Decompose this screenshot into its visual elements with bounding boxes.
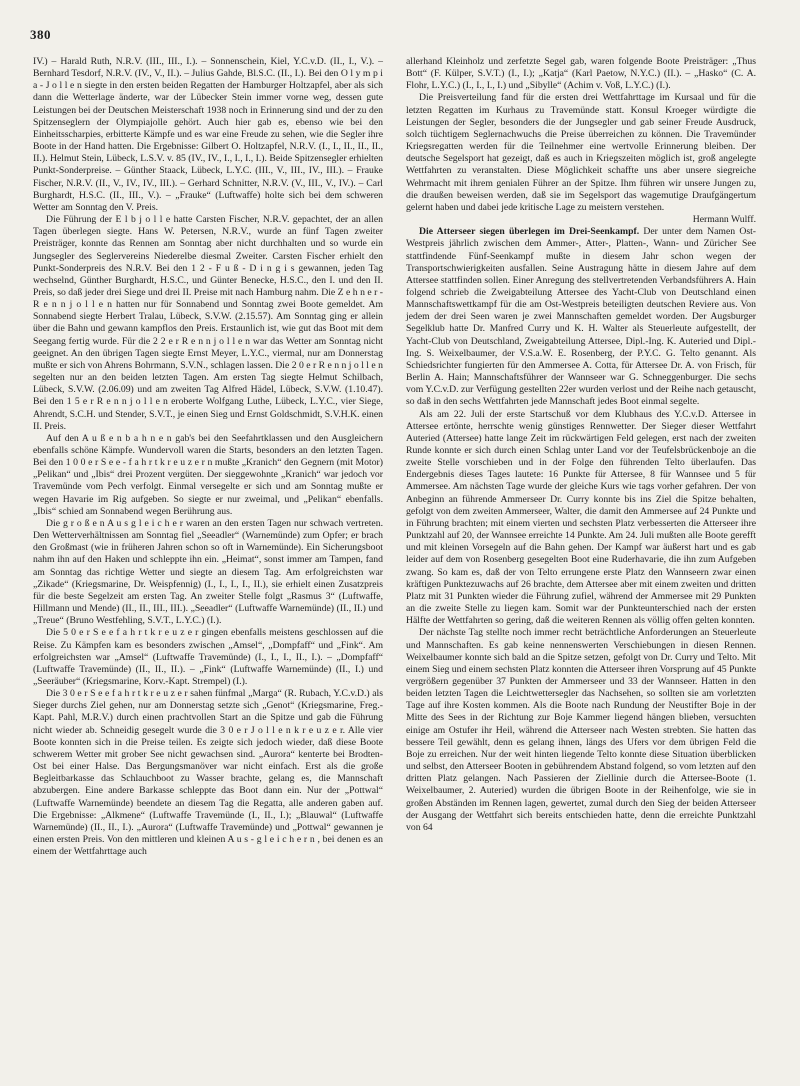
paragraph: Als am 22. Juli der erste Startschuß vor dem Klubhaus des Y.C.v.D. Attersee in Attersee ertönte, herrschte wenig günstiges Rennwetter. Der Sieger dieser Wettfahrt Auteried (Attersee) hatte lange Zeit im rückwärtigen Feld gelegen, erst nach der zweiten Runde konnte er sich durch einen Schlag unter Land vor der Teufelsbrückenboje an die zweite Stelle vorschieben und in der Folge den führenden Telto überlaufen. Das Endergebnis dieses Tages lautete: 16 Punkte für Attersee, 8 für Wannsee und 5 für Ammersee. Am nächsten Tage wurde der gleiche Kurs wie tags vorher gefahren. Der von Anbeginn an führende Ammerseer Dr. Curry konnte bis ins Ziel die Spitze behalten, gefolgt von dem zweiten Ammerseer, Walter, die damit den Ammersee auf 24 Punkte und in Führung brachten; mit einem vierten und sechsten Platz verbesserten die Atterseer ihre Punktzahl auf 20, der Wannsee erreichte 14 Punkte. Am 24. Juli mußten alle Boote gerefft und mit kleinen Vorsegeln auf die Bahn gehen. Der Kampf war äußerst hart und es gab leider auf dem von Rosenberg gesegelten Boot eine Ruderhavarie, die ihn zum Aufgeben zwang. So kam es, daß der von Telto errungene erste Platz den Wannseern zwar einen kräftigen Punktezuwachs auf 26 brachte, dem Attersee aber mit einem zweiten und dritten Platz mit 31 Punkten wieder die Führung zufiel, während der Ammersee mit 29 Punkten an die zweite Stelle zu liegen kam. Somit war der Punkteunterschied nach der ersten Hälfte der Wettfahrten so gering, daß die weiteren Rennen als völlig offen gelten konnten. [406,408,756,627]
article-headline: Die Atterseer siegen überlegen im Drei-Seenkampf. [419,226,640,238]
article-intro [406,226,756,408]
paragraph: Die Preisverteilung fand für die ersten drei Wettfahrttage im Kursaal und für die letzten Regatten im Kurhaus zu Travemünde statt. Konsul Kroeger würdigte die Leistungen der Segler, besonders die der Jungsegler und gab seiner Freude Ausdruck, solch tüchtigem Seglernachwuchs die Preise überreichen zu können. Die Travemünder Kriegsregatten werden für die Teilnehmer eine wertvolle Erinnerung bleiben. Der deutsche Segelsport hat gezeigt, daß es auch in Kriegszeiten möglich ist, groß angelegte Wettfahrten zu veranstalten. Diese Möglichkeit schaffte uns aber unsere siegreiche Wehrmacht mit ihrem genialen Führer an der Spitze. Ihm führen wir unsere Jungen zu, die draußen beweisen werden, daß sie im Segelsport das wagemutige Draufgängertum gelernt haben und dabei jede kritische Lage zu meistern verstehen. [406,92,756,213]
paragraph: IV.) – Harald Ruth, N.R.V. (III., III., I.). – Sonnenschein, Kiel, Y.C.v.D. (II., I., V.). – Bernhard Tesdorf, N.R.V. (IV., V., II.). – Julius Gahde, Bl.S.C. (II., I.). Bei den O l y m p i a - J o l l e n siegte in den ersten beiden Regatten der Hamburger Holtzapfel, aber als sich dann die Wetterlage änderte, war der Lübecker Stein immer vorne weg, dessen gute Leistungen bei der Deutschen Meisterschaft 1938 noch in Erinnerung sind und der zu den Spitzenseglern der Olympiajolle gehört. Auch hier gab es, ebenso wie bei den Einheitsscharpies, erbitterte Kämpfe und es war eine Freude zu sehen, wie die Segler ihre Boote in der Hand hatten. Die Ergebnisse: Gilbert O. Holtzapfel, N.R.V. (I., I., II., II., II., II.). Helmut Stein, Lübeck, L.S.V. v. 85 (IV., IV., I., I., I., I.). Beide Spitzensegler erhielten Punkt-Sonderpreise. – Günther Staack, Lübeck, L.Y.C. (III., V., III., IV., III.). – Frauke Fischer, N.R.V. (II., V., IV., IV., III.). – Gerhard Schnitter, N.R.V. (V., III., V., IV.). – Carl Burghardt, H.S.C. (II., III., V.). – „Frauke“ (Luftwaffe) holte sich bei dem schweren Wetter am Sonntag den V. Preis. [33,56,383,213]
paragraph: Die Führung der E l b j o l l e hatte Carsten Fischer, N.R.V. gepachtet, der an allen Tagen überlegen siegte. Hans W. Petersen, N.R.V., wurde an fünf Tagen zweiter Preisträger, konnte das Rennen am Sonntag aber nicht durchhalten und so wurde ein Jungsegler des Seglervereins Niederelbe diesmal Zweiter. Carsten Fischer erhielt den Punkt-Sonderpreis des N.R.V. Bei den 1 2 - F u ß - D i n g i s gewannen, jeden Tag wechselnd, Günther Burghardt, H.S.C., und Günter Benecke, H.S.C., den I. und den II. Preis, so daß jeder drei Siege und drei II. Preise mit nach Hamburg nahm. Die Z e h n e r - R e n n j o l l e n hatten nur für Sonnabend und Sonntag zwei Boote gemeldet. Am Sonnabend siegte Herbert Tralau, Lübeck, S.V.W. (2.15.57). Am Sonntag ging er allein über die Bahn und gewann kampflos den Preis. Erstaunlich ist, wie gut das Boot mit dem Seegang fertig wurde. Für die 2 2 e r R e n n j o l l e n war das Wetter am Sonntag nicht geeignet. An den übrigen Tagen siegte Ernst Meyer, L.Y.C., viermal, nur am Donnerstag mußte er sich von Ahrens Bohrmann, S.V.N., schlagen lassen. Die 2 0 e r R e n n j o l l e n segelten nur an den beiden letzten Tagen. Am ersten Tag siegte Helmut Schilbach, Lübeck, S.V.W. (2.06.09) und am zweiten Tag Alfred Hädel, Lübeck, S.V.W. (1.10.47). Bei den 1 5 e r R e n n j o l l e n eroberte Wolfgang Luthe, Lübeck, L.Y.C., vier Siege, Ahrendt, S.C.H. und Stender, S.V.T., je einen Sieg und Ernst Goldschmidt, S.V.H.K. einen II. Preis. [33,214,383,432]
article-intro-text: Der unter dem Namen Ost-Westpreis jährlich zwischen dem Ammer-, Atter-, Platten-, Wann- und Züricher See stattfindende Fünf-Seenkampf mußte in diesem Jahr schon wegen der Transportschwierigkeiten ausfallen. Seine Austragung hätte in diesem Jahre auf dem Attersee stattfinden sollen. Einer Anregung des stellvertretenden Verbandsführers A. Hain folgend schrieb die Zweigabteilung Attersee des Yacht-Club von Deutschland einen Mannschaftswettkampf für die am Ost-Westpreis beteiligten deutschen Reviere aus. Von jedem der drei Seen waren je zwei Mannschaften gemeldet worden. Der Augsburger Segelklub hatte Dr. Manfred Curry und K. H. Walter als Steuerleute aufgestellt, der Yacht-Club von Deutschland, Zweigabteilung Attersee, Dipl.-Ing. K. Auteried und Dipl.-Ing. S. Weixelbaumer, der V.S.a.W. E. Rosenberg, der P.Y.C. G. Telto genannt. Als Schiedsrichter fungierten für den Ammersee A. Cotta, für Attersee Dr. A. von Frisch, für Berlin A. Hain; Mannschaftsführer der Wannseer war G. Schneggenburger. Die sechs vom Y.C.v.D. zur Verfügung gestellten 22er wurden verlost und der Reihe nach getauscht, so daß in den sechs Wettfahrten jede Mannschaft jedes Boot einmal segelte. [406,226,757,408]
paragraph: allerhand Kleinholz und zerfetzte Segel gab, waren folgende Boote Preisträger: „Thus Bott“ (F. Külper, S.V.T.) (I., I.); „Katja“ (Karl Paetow, N.Y.C.) (II.). – „Hasko“ (C. A. Flohr, L.Y.C.) (I., I., I., I.) und „Sibylle“ (Achim v. Voß, L.Y.C.) (I.). [406,56,756,92]
page-number: 380 [30,27,51,42]
paragraph: Die 3 0 e r S e e f a h r t k r e u z e r sahen fünfmal „Marga“ (R. Rubach, Y.C.v.D.) als Sieger durchs Ziel gehen, nur am Donnerstag setzte sich „Genot“ (Kriegsmarine, Freg.-Kapt. Pahl, M.R.V.) durch einen prachtvollen Start an die Spitze und gab die Führung nicht wieder ab. Schneidig gesegelt wurde die 3 0 e r J o l l e n k r e u z e r. Alle vier Boote konnten sich in die Preise teilen. Es zeigte sich jedoch wieder, daß diese Boote schwerem Wetter mit grober See nicht gewachsen sind. „Aurora“ kenterte bei Brodten-Ost bei einer Halse. Das Bergungsmanöver war nicht einfach. Erst als die große Begleitbarkasse das Schlauchboot zu Wasser brachte, gelang es, die Mannschaft abzubergen. Eine andere Barkasse schleppte das Boot dann ein. Nur der „Pottwal“ (Luftwaffe Warnemünde) beendete an diesem Tag die Regatta, alle anderen gaben auf. Die Ergebnisse: „Alkmene“ (Luftwaffe Travemünde (I., II., I.); „Blauwal“ (Luftwaffe Warnemünde) (II., II., I.). „Aurora“ (Luftwaffe Travemünde) und „Pottwal“ gewannen je einen ersten Preis. Von den mittleren und kleinen A u s - g l e i c h e r n , bei denen es an einem der Wettfahrttage auch [33,688,383,858]
right-column [406,56,756,834]
paragraph: Die g r o ß e n A u s g l e i c h e r waren an den ersten Tagen nur schwach vertreten. Den Wetterverhältnissen am Sonntag fiel „Seeadler“ (Warnemünde) zum Opfer; er brach den Großmast (wie in früheren Jahren schon so oft in Warnemünde). Ein Sicherungsboot nahm ihn auf den Haken und schleppte ihn ein. „Heimat“, sonst immer am Tampen, fand am Sonntag das richtige Wetter und siegte an diesem Tag. Am erfolgreichsten war „Zikade“ (Kriegsmarine, Dr. Weispfennig) (I., I., I., I., II.), sie erhielt einen Zusatzpreis für die beste Segelzeit am ersten Tag. An zweiter Stelle folgt „Rasmus 3“ (Luftwaffe, Hillmann und Mende) (II., II., III., III.). „Seeadler“ (Luftwaffe Warnemünde) (II., II.) und „Treue“ (Bruno Westfehling, S.V.T., L.Y.C.) (I.). [33,517,383,627]
paragraph: Die 5 0 e r S e e f a h r t k r e u z e r gingen ebenfalls meistens geschlossen auf die Reise. Zu Kämpfen kam es besonders zwischen „Amsel“, „Dompfaff“ und „Fink“. Am erfolgreichsten war „Amsel“ (Luftwaffe Travemünde) (I., I., I., II., I.). – „Dompfaff“ (Luftwaffe Travemünde) (II., II., II.). – „Fink“ (Luftwaffe Warnemünde) (II., I.) und „Seeräuber“ (Kriegsmarine, Korv.-Kapt. Strempel) (I.). [33,627,383,687]
paragraph: Auf den A u ß e n b a h n e n gab's bei den Seefahrtklassen und den Ausgleichern ebenfalls schöne Kämpfe. Wundervoll waren die Starts, besonders an den letzten Tagen. Bei den 1 0 0 e r S e e - f a h r t k r e u z e r n mußte „Kranich“ den Gegnern (mit Motor) „Pelikan“ und „Ibis“ drei Prozent vergüten. Der sieggewohnte „Kranich“ war jedoch vor Travemünde vom Pech verfolgt. Einmal versegelte er sich und am Sonntag mußte er wegen Havarie im Rig aufgeben. So siegte er nur zweimal, und „Pelikan“ ebenfalls. „Ibis“ schied am Sonnabend wegen Berührung aus. [33,432,383,517]
author-signature: Hermann Wulff. [692,214,756,226]
paragraph: Der nächste Tag stellte noch immer recht beträchtliche Anforderungen an Steuerleute und Mannschaften. Es gab keine nennenswerten Verschiebungen in diesen Rennen. Weixelbaumer konnte sich bald an die Spitze setzen, gefolgt von Dr. Curry und Telto. Mit einem Sieg und einem sechsten Platz konnten die Atterseer ihren Vorsprung auf 45 Punkte vergrößern gegenüber 37 Punkten der Ammerseer und 33 der Wannseer. Hatten in den beiden letzten Tagen die Leichtwettersegler das Nachsehen, so sollten sie am vorletzten Tage auf ihre Kosten kommen. Als die Boote nach Rundung der Neustifter Boje in der Mitte des Sees in der Richtung zur Boje Kammer liegend hängen blieben, versuchten einige am Ostufer ihr Heil, während die Atterseer nach Westen strebten. Sie hatten das bessere Teil gewählt, denn es gelang ihnen, längs des Ufers vor dem übrigen Feld die Boje zu erreichen. Nur der weit hinten liegende Telto konnte diese Situation überblicken und selbst, den Atterseer Booten in gebührendem Abstand folgend, so vom letzten auf den dritten Platz gelangen. Nach Passieren der Ziellinie durch die Attersee-Boote (1. Weixelbaumer, 2. Auteried) wurden die übrigen Boote in der Reihenfolge, wie sie in großen Abständen im Rennen lagen, gewertet, zumal durch den Sieg der beiden Atterseer der Ausgang der Wettfahrt sich bereits entschieden hatte, denn die erreichte Punktzahl von 64 [406,627,756,833]
left-column [33,56,383,858]
